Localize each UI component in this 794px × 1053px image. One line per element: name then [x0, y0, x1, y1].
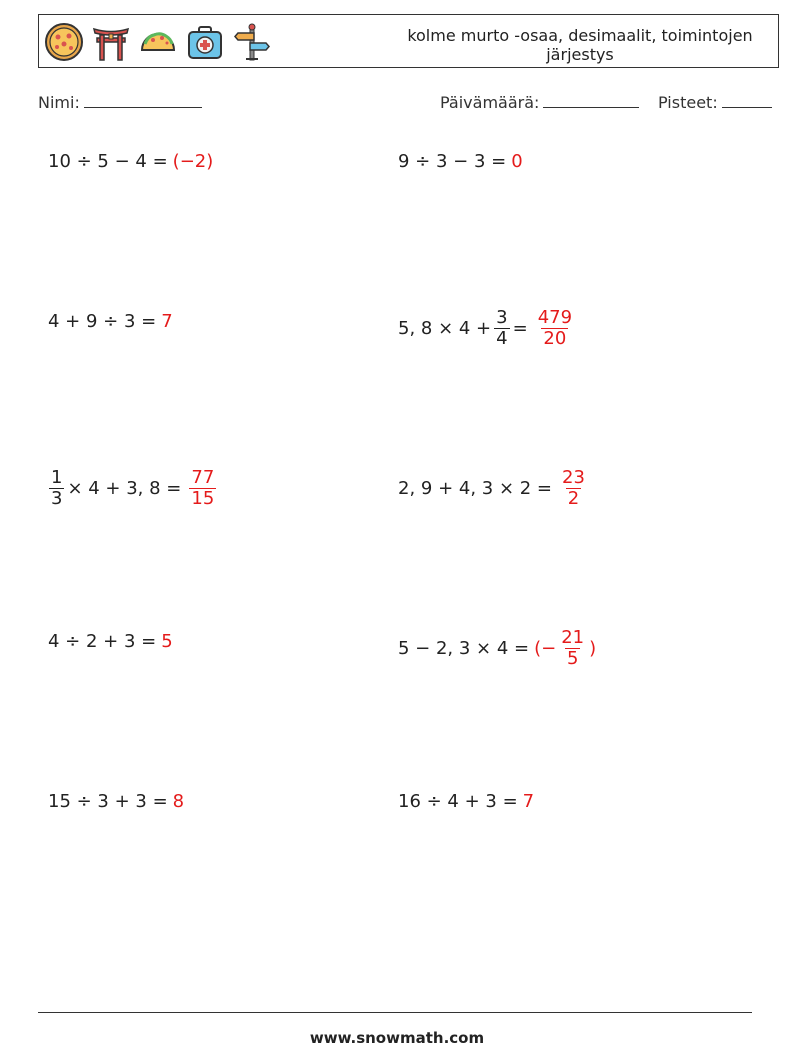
signpost-icon	[232, 22, 272, 62]
problem-expression: 2, 9 + 4, 3 × 2 =	[398, 478, 553, 499]
problem-6	[398, 468, 590, 509]
problem-answer: $\frac{23}{2}$	[562, 467, 585, 509]
problem-fraction: $\frac{1}{3}$	[51, 467, 63, 509]
problem-expression: 15 ÷ 3 + 3 =	[48, 791, 168, 812]
problem-5	[46, 468, 219, 509]
name-field[interactable]	[38, 93, 202, 112]
problem-answer: 0	[511, 151, 523, 172]
name-label: Nimi:	[38, 93, 80, 112]
score-label: Pisteet:	[658, 93, 718, 112]
score-blank[interactable]	[722, 94, 772, 108]
problem-4	[398, 308, 577, 349]
problem-3	[48, 311, 173, 332]
problem-7	[48, 631, 173, 652]
problem-expression-pre: 5, 8 × 4 +	[398, 318, 492, 339]
worksheet-title: kolme murto -osaa, desimaalit, toimintojen järjestys	[407, 26, 753, 64]
problem-answer: (−2)	[172, 151, 214, 172]
problem-expression: 5 − 2, 3 × 4 =	[398, 638, 530, 659]
problem-1	[48, 151, 213, 172]
taco-icon	[138, 22, 178, 62]
worksheet-header	[38, 14, 779, 68]
problem-expression: 4 + 9 ÷ 3 =	[48, 311, 157, 332]
problem-9	[48, 791, 184, 812]
problem-expression-post: × 4 + 3, 8 =	[67, 478, 182, 499]
header-icons	[44, 22, 272, 62]
problem-2	[398, 151, 523, 172]
first-aid-kit-icon	[185, 22, 225, 62]
score-field[interactable]	[658, 93, 772, 112]
problem-expression: 16 ÷ 4 + 3 =	[398, 791, 518, 812]
problem-answer: (− $\frac{21}{5}$ )	[534, 627, 597, 669]
problem-answer: 7	[522, 791, 535, 812]
problem-answer: 7	[161, 311, 173, 332]
problem-expression: 9 ÷ 3 − 3 =	[398, 151, 507, 172]
problem-answer: 8	[172, 791, 185, 812]
problem-8	[398, 628, 596, 669]
date-label: Päivämäärä:	[440, 93, 540, 112]
problem-answer: $\frac{77}{15}$	[191, 467, 215, 509]
name-blank[interactable]	[84, 94, 202, 108]
problem-expression: 4 ÷ 2 + 3 =	[48, 631, 157, 652]
footer-url[interactable]: www.snowmath.com	[309, 1029, 485, 1047]
date-field[interactable]	[440, 93, 639, 112]
problem-answer: 5	[161, 631, 173, 652]
torii-gate-icon	[91, 22, 131, 62]
problem-10	[398, 791, 534, 812]
problem-expression: 10 ÷ 5 − 4 =	[48, 151, 168, 172]
problem-answer: $\frac{479}{20}$	[537, 307, 573, 349]
date-blank[interactable]	[543, 94, 639, 108]
problem-fraction: $\frac{3}{4}$	[496, 307, 508, 349]
pizza-icon	[44, 22, 84, 62]
problem-expression-post: =	[512, 318, 528, 339]
footer-divider	[38, 1012, 752, 1013]
